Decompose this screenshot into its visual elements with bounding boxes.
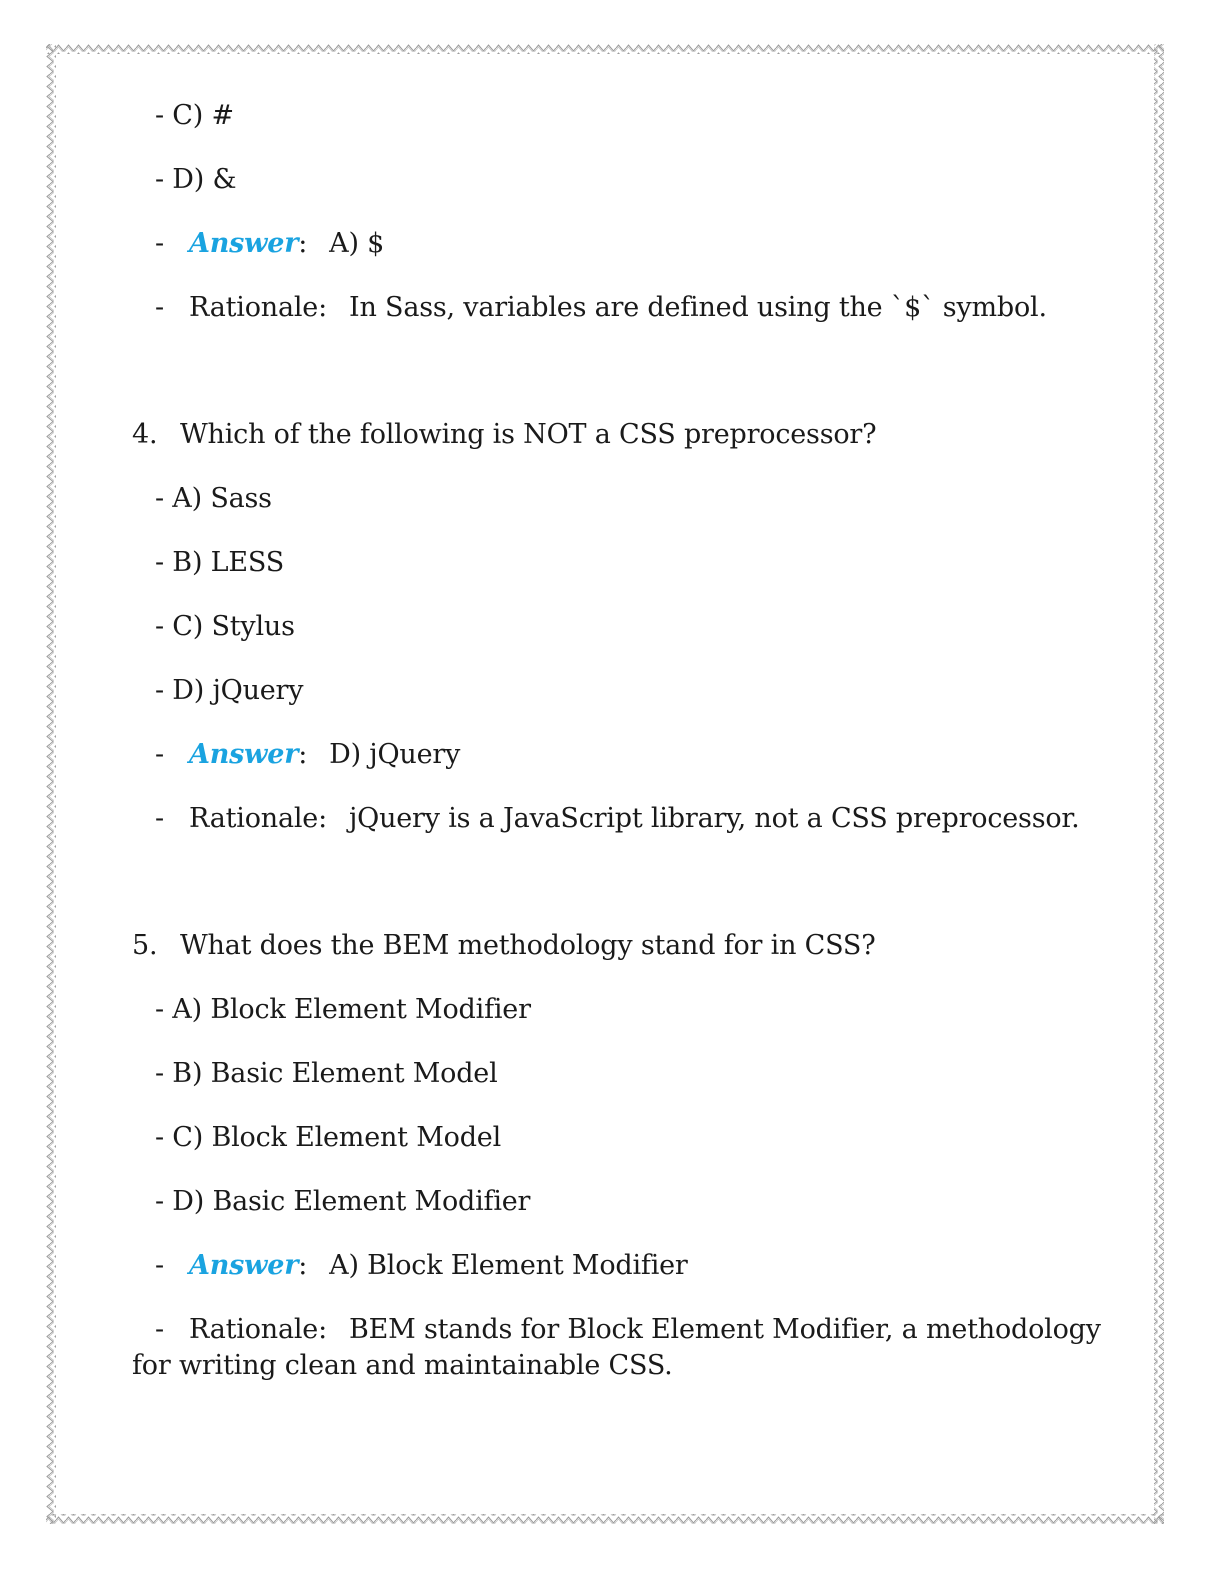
q4-option-d: - D) jQuery (155, 675, 304, 706)
rationale-text-line1: BEM stands for Block Element Modifier, a methodology (348, 1314, 1101, 1345)
q5-rationale-continued: for writing clean and maintainable CSS. (132, 1350, 673, 1381)
question-text: Which of the following is NOT a CSS preprocessor? (180, 419, 877, 450)
answer-value: A) Block Element Modifier (329, 1250, 688, 1281)
q4-question (132, 418, 876, 452)
answer-label: Answer (189, 228, 299, 259)
q5-option-d: - D) Basic Element Modifier (155, 1186, 531, 1217)
answer-label: Answer (189, 1250, 299, 1281)
question-text: What does the BEM methodology stand for in CSS? (180, 930, 876, 961)
q4-answer: - Answer: D) jQuery (155, 739, 461, 770)
q5-answer: - Answer: A) Block Element Modifier (155, 1250, 688, 1281)
q5-option-b: - B) Basic Element Model (155, 1058, 498, 1089)
question-number: 4. (132, 419, 158, 450)
question-number: 5. (132, 930, 158, 961)
q4-option-c: - C) Stylus (155, 611, 295, 642)
q5-option-c: - C) Block Element Model (155, 1122, 502, 1153)
q3-rationale: - Rationale: In Sass, variables are defined using the `$` symbol. (155, 292, 1047, 323)
q5-question (132, 929, 876, 963)
rationale-text: In Sass, variables are defined using the `$` symbol. (348, 292, 1047, 323)
q4-option-a: - A) Sass (155, 483, 272, 514)
answer-value: A) $ (329, 228, 385, 259)
q3-answer: - Answer: A) $ (155, 228, 385, 259)
q4-rationale: - Rationale: jQuery is a JavaScript library, not a CSS preprocessor. (155, 803, 1080, 834)
q5-option-a: - A) Block Element Modifier (155, 994, 531, 1025)
q3-option-d: - D) & (155, 164, 237, 195)
answer-label: Answer (189, 739, 299, 770)
answer-value: D) jQuery (329, 739, 461, 770)
q4-option-b: - B) LESS (155, 547, 285, 578)
q5-rationale: - Rationale: BEM stands for Block Element Modifier, a methodology (155, 1314, 1101, 1345)
rationale-label: Rationale: (189, 803, 327, 834)
rationale-label: Rationale: (189, 1314, 327, 1345)
rationale-label: Rationale: (189, 292, 327, 323)
q3-option-c: - C) # (155, 100, 234, 131)
rationale-text: jQuery is a JavaScript library, not a CSS preprocessor. (348, 803, 1080, 834)
